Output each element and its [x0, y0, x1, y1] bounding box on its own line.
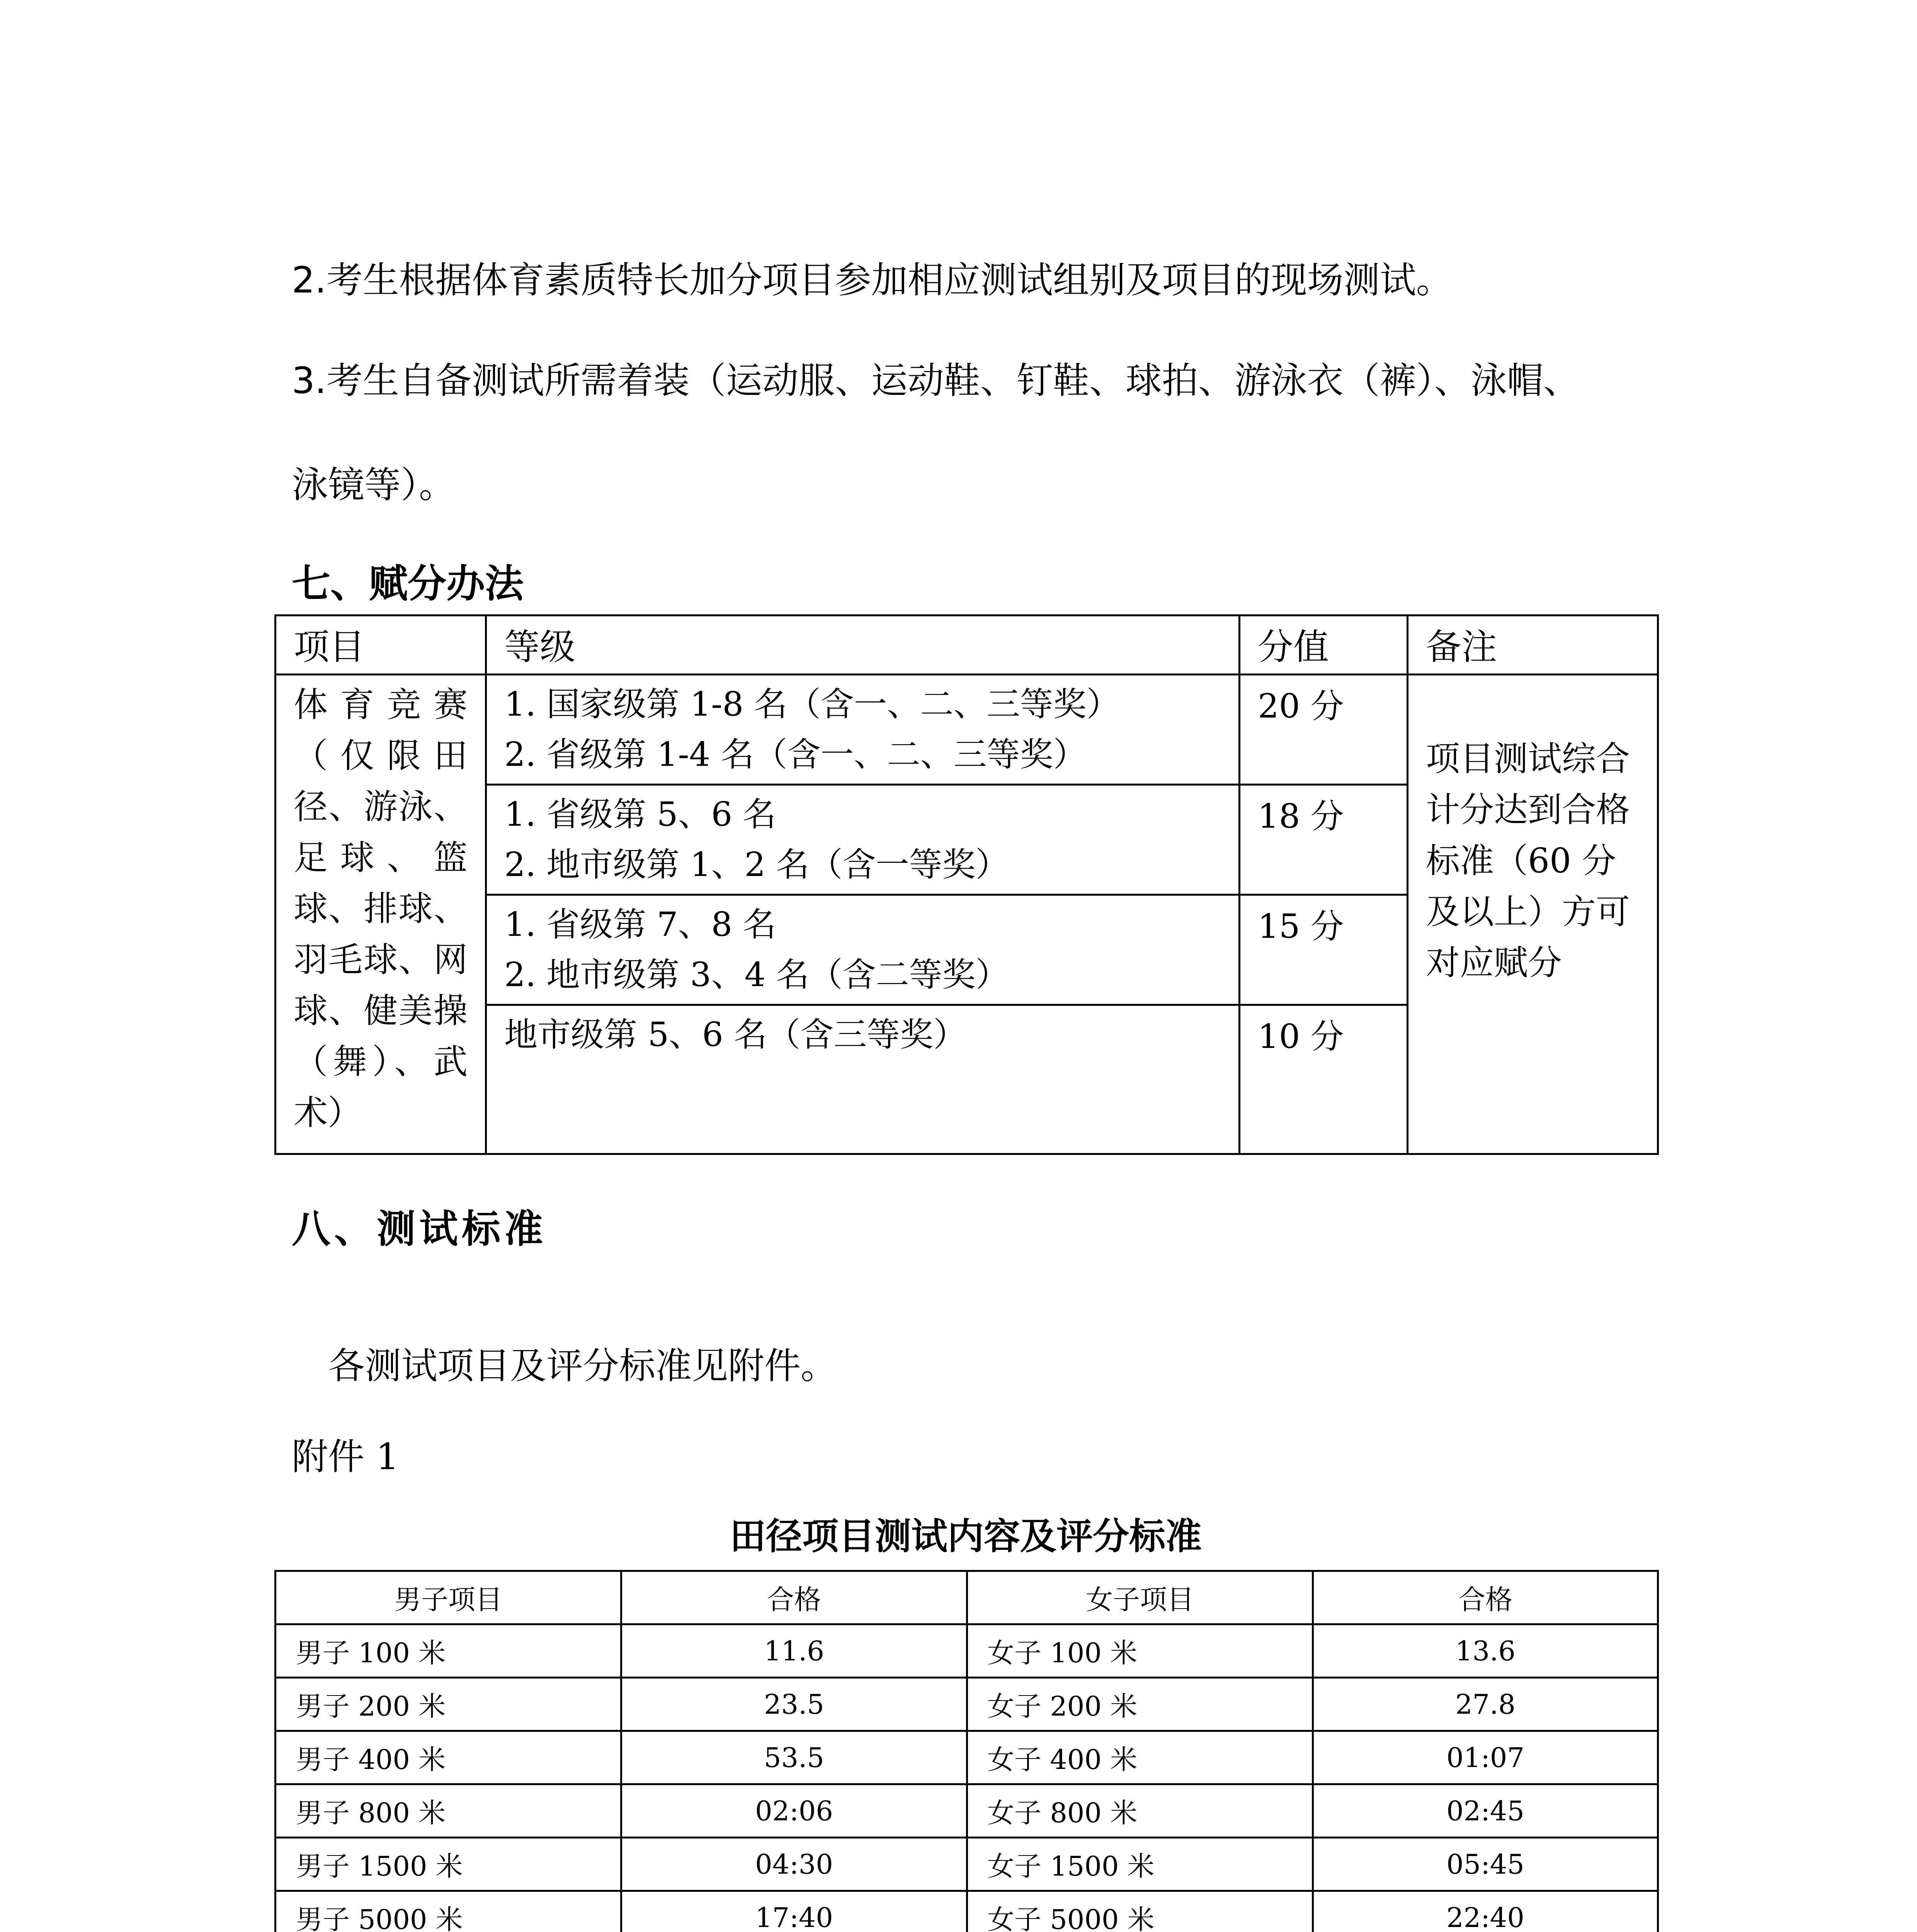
men-event: 男子 5000 米 — [276, 1891, 621, 1932]
men-pass: 53.5 — [621, 1731, 967, 1784]
women-event: 女子 400 米 — [967, 1731, 1313, 1784]
grade-line: 2. 省级第 1-4 名（含一、二、三等奖） — [504, 735, 1087, 774]
score-cell: 18 分 — [1240, 785, 1408, 895]
paragraph-2: 2.考生根据体育素质特长加分项目参加相应测试组别及项目的现场测试。 — [292, 259, 1453, 301]
table-row — [276, 1678, 1658, 1731]
grade-line: 地市级第 5、6 名（含三等奖） — [504, 1015, 967, 1054]
score-table-header — [276, 616, 1658, 675]
attachment-title: 田径项目测试内容及评分标准 — [729, 1515, 1202, 1558]
women-pass: 27.8 — [1313, 1678, 1658, 1731]
men-pass: 17:40 — [621, 1891, 967, 1932]
women-pass: 02:45 — [1313, 1784, 1658, 1838]
header-women-pass: 合格 — [1313, 1571, 1658, 1624]
women-pass: 22:40 — [1313, 1891, 1658, 1932]
table-row — [276, 1731, 1658, 1784]
score-cell: 15 分 — [1240, 895, 1408, 1005]
grade-cell — [486, 895, 1240, 1005]
score-row — [276, 675, 1658, 785]
score-cell: 10 分 — [1240, 1005, 1408, 1154]
header-note: 备注 — [1408, 616, 1658, 675]
men-pass: 11.6 — [621, 1624, 967, 1678]
standards-header — [276, 1571, 1658, 1624]
section-7-title: 七、赋分办法 — [292, 561, 524, 606]
section-8-title: 八、测试标准 — [292, 1206, 547, 1252]
women-pass: 01:07 — [1313, 1731, 1658, 1784]
men-pass: 04:30 — [621, 1838, 967, 1891]
table-row — [276, 1784, 1658, 1838]
men-event: 男子 800 米 — [276, 1784, 621, 1838]
grade-cell — [486, 675, 1240, 785]
grade-line: 1. 省级第 7、8 名 — [504, 905, 776, 944]
women-event: 女子 5000 米 — [967, 1891, 1313, 1932]
paragraph-3-line-1: 3.考生自备测试所需着装（运动服、运动鞋、钉鞋、球拍、游泳衣（裤）、泳帽、 — [292, 360, 1580, 402]
table-row — [276, 1838, 1658, 1891]
header-women-event: 女子项目 — [967, 1571, 1313, 1624]
category-cell — [276, 675, 486, 1154]
women-pass: 13.6 — [1313, 1624, 1658, 1678]
header-men-pass: 合格 — [621, 1571, 967, 1624]
women-event: 女子 100 米 — [967, 1624, 1313, 1678]
table-row — [276, 1624, 1658, 1678]
note-cell — [1408, 675, 1658, 1154]
grade-cell — [486, 785, 1240, 895]
women-event: 女子 1500 米 — [967, 1838, 1313, 1891]
header-score: 分值 — [1240, 616, 1408, 675]
header-item: 项目 — [276, 616, 486, 675]
grade-line: 1. 国家级第 1-8 名（含一、二、三等奖） — [504, 685, 1120, 724]
women-event: 女子 800 米 — [967, 1784, 1313, 1838]
score-cell: 20 分 — [1240, 675, 1408, 785]
score-table — [274, 614, 1659, 1155]
note-text: 项目测试综合计分达到合格标准（60 分及以上）方可对应赋分 — [1426, 739, 1630, 983]
men-event: 男子 200 米 — [276, 1678, 621, 1731]
header-men-event: 男子项目 — [276, 1571, 621, 1624]
grade-cell — [486, 1005, 1240, 1154]
grade-line: 2. 地市级第 3、4 名（含二等奖） — [504, 956, 1009, 994]
category-text: 体育竞赛（仅限田径、游泳、足球、篮球、排球、羽毛球、网球、健美操（舞）、武术） — [294, 685, 468, 1133]
standards-table — [274, 1570, 1659, 1932]
men-pass: 23.5 — [621, 1678, 967, 1731]
men-event: 男子 1500 米 — [276, 1838, 621, 1891]
men-pass: 02:06 — [621, 1784, 967, 1838]
section-8-body: 各测试项目及评分标准见附件。 — [328, 1345, 837, 1387]
paragraph-3-line-2: 泳镜等）。 — [292, 464, 456, 506]
grade-line: 2. 地市级第 1、2 名（含一等奖） — [504, 845, 1009, 884]
grade-line: 1. 省级第 5、6 名 — [504, 795, 776, 834]
women-pass: 05:45 — [1313, 1838, 1658, 1891]
table-row — [276, 1891, 1658, 1932]
attachment-label: 附件 1 — [292, 1436, 399, 1478]
men-event: 男子 100 米 — [276, 1624, 621, 1678]
men-event: 男子 400 米 — [276, 1731, 621, 1784]
women-event: 女子 200 米 — [967, 1678, 1313, 1731]
header-grade: 等级 — [486, 616, 1240, 675]
